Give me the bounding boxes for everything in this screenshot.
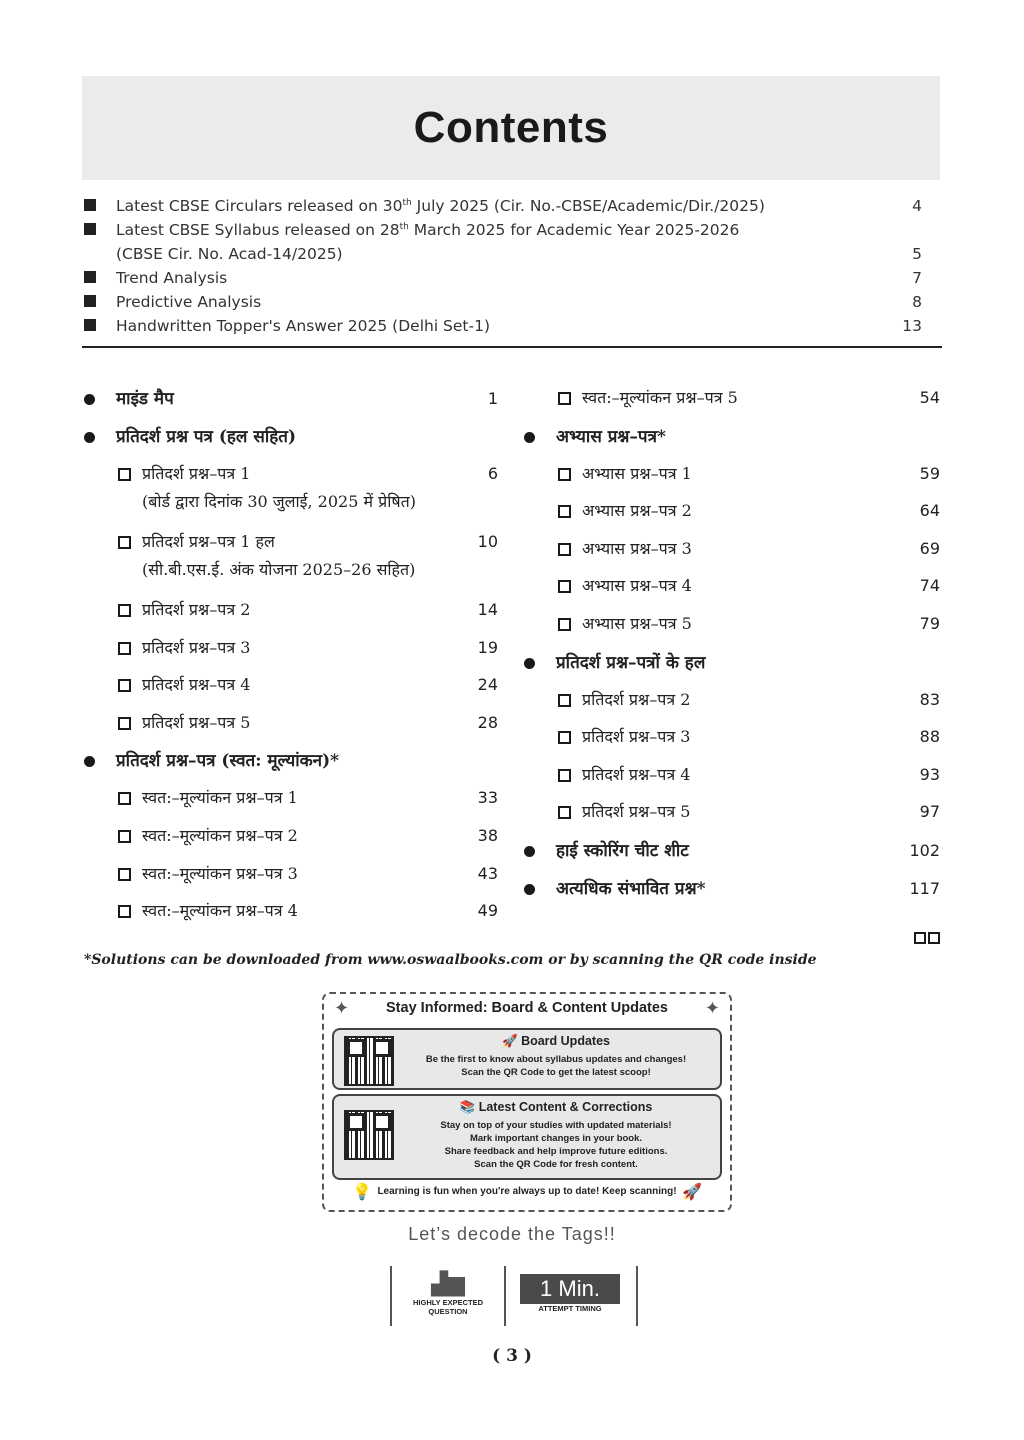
page-number: 28 [477, 712, 498, 732]
page-number: 79 [919, 613, 940, 633]
section-heading[interactable] [524, 422, 940, 460]
bullet-icon [524, 846, 535, 857]
entry-title: प्रतिदर्श प्रश्न–पत्र 3 [582, 727, 691, 747]
checkbox-icon [118, 679, 131, 692]
section-heading[interactable] [524, 836, 940, 874]
page-number: 117 [909, 878, 940, 898]
section-heading[interactable] [524, 874, 940, 912]
content-updates-panel [332, 1094, 722, 1180]
page-number: 54 [919, 388, 940, 407]
entry-title: प्रतिदर्श प्रश्न–पत्र 3 [142, 637, 251, 657]
list-item[interactable] [84, 634, 498, 672]
list-item[interactable] [84, 822, 498, 860]
entry-title: प्रतिदर्श प्रश्न पत्र (हल सहित) [116, 427, 297, 447]
page-number-footer: ( 3 ) [492, 1346, 532, 1366]
updates-card-title: Stay Informed: Board & Content Updates [386, 1000, 668, 1016]
content-updates-line: Mark important changes in your book. [469, 1133, 643, 1144]
page-number: 102 [909, 840, 940, 860]
entry-title: प्रतिदर्श प्रश्न–पत्र 1 हल [142, 532, 275, 551]
checkbox-icon [118, 536, 131, 549]
checkbox-icon [558, 580, 571, 593]
entry-title: प्रतिदर्श प्रश्न–पत्रों के हल [556, 652, 706, 673]
entry-title: स्वत:–मूल्यांकन प्रश्न–पत्र 2 [142, 825, 298, 845]
list-item[interactable] [84, 528, 498, 596]
page-number: 13 [902, 317, 922, 335]
divider [636, 1266, 638, 1326]
top-contents-list [82, 194, 940, 338]
content-updates-line: Scan the QR Code for fresh content. [474, 1159, 638, 1170]
page-number: 14 [477, 600, 498, 619]
list-item[interactable] [84, 897, 498, 935]
lightbulb-icon: 💡 [352, 1182, 372, 1201]
board-updates-heading: 🚀 Board Updates [502, 1034, 610, 1048]
page-number: 10 [477, 532, 498, 551]
entry-title: प्रतिदर्श प्रश्न–पत्र 2 [142, 600, 251, 619]
entry-title: प्रतिदर्श प्रश्न–पत्र 4 [142, 675, 251, 695]
entry-title: अभ्यास प्रश्न–पत्र* [556, 426, 666, 447]
checkbox-icon [558, 806, 571, 819]
tags-legend [390, 1266, 640, 1326]
checkbox-icon [558, 618, 571, 631]
page-number: 69 [919, 538, 940, 558]
list-item[interactable] [84, 596, 498, 634]
square-bullet-icon [84, 295, 96, 307]
entry-subtitle: (सी.बी.एस.ई. अंक योजना 2025–26 सहित) [142, 560, 416, 579]
divider [390, 1266, 392, 1326]
footnote: *Solutions can be downloaded from www.oswaalbooks.com or by scanning the QR code inside [84, 952, 817, 968]
entry-title: प्रतिदर्श प्रश्न–पत्र (स्वत: मूल्यांकन)* [116, 751, 340, 772]
list-item[interactable] [84, 460, 498, 528]
page-number: 8 [912, 293, 922, 311]
divider [504, 1266, 506, 1326]
checkbox-icon [558, 392, 571, 405]
checkbox-icon [558, 731, 571, 744]
list-item[interactable] [84, 784, 498, 822]
list-item[interactable]: Latest CBSE Circulars released on 30th July 2025 (Cir. No.-CBSE/Academic/Dir./2025) 4 [82, 194, 940, 218]
checkbox-icon [558, 468, 571, 481]
entry-title: प्रतिदर्श प्रश्न–पत्र 5 [142, 712, 251, 732]
section-heading[interactable] [84, 746, 498, 784]
checkbox-icon [118, 604, 131, 617]
page-number: 5 [912, 245, 922, 263]
list-item[interactable] [84, 671, 498, 709]
entry-title: अभ्यास प्रश्न–पत्र 4 [582, 576, 692, 596]
list-item[interactable]: Predictive Analysis 8 [82, 290, 940, 314]
entry-title: स्वत:–मूल्यांकन प्रश्न–पत्र 3 [142, 863, 298, 883]
page-number: 88 [919, 727, 940, 747]
section-heading[interactable] [84, 384, 498, 422]
list-item[interactable]: Trend Analysis 7 [82, 266, 940, 290]
list-item[interactable] [524, 572, 940, 610]
page-number: 49 [477, 901, 498, 921]
right-contents-column [524, 384, 940, 912]
qr-code[interactable] [344, 1110, 394, 1160]
page-number: 19 [477, 637, 498, 657]
entry-title: प्रतिदर्श प्रश्न–पत्र 5 [582, 802, 691, 822]
bar-chart-icon: ▟▆ [431, 1272, 465, 1297]
checkbox-icon [558, 694, 571, 707]
checkbox-icon [118, 905, 131, 918]
list-item[interactable] [84, 860, 498, 898]
checkbox-icon [118, 792, 131, 805]
square-bullet-icon [84, 271, 96, 283]
page-number: 64 [919, 501, 940, 521]
entry-title: प्रतिदर्श प्रश्न–पत्र 4 [582, 764, 691, 784]
page-title: Contents [413, 103, 609, 152]
rocket-icon: 🚀 [682, 1182, 702, 1201]
checkbox-icon [118, 868, 131, 881]
page-number: 43 [477, 863, 498, 883]
bullet-icon [524, 432, 535, 443]
contents-title-band [82, 76, 940, 180]
updates-card [322, 992, 732, 1212]
checkbox-icon [118, 642, 131, 655]
checkbox-icon [558, 505, 571, 518]
list-item[interactable] [524, 460, 940, 498]
bullet-icon [84, 432, 95, 443]
updates-card-footer: Learning is fun when you're always up to date! Keep scanning! [377, 1186, 677, 1197]
page-number: 7 [912, 269, 922, 287]
list-item[interactable]: Handwritten Topper's Answer 2025 (Delhi Set-1) 13 [82, 314, 940, 338]
bullet-icon [524, 658, 535, 669]
square-bullet-icon [84, 199, 96, 211]
entry-title: अभ्यास प्रश्न–पत्र 3 [582, 538, 692, 558]
section-heading[interactable] [524, 648, 940, 686]
list-item[interactable] [524, 535, 940, 573]
page-number: 6 [487, 464, 498, 483]
board-updates-line: Scan the QR Code to get the latest scoop! [461, 1067, 651, 1078]
qr-code[interactable] [344, 1036, 394, 1086]
page-number: 93 [919, 764, 940, 784]
page-number: 97 [919, 802, 940, 822]
entry-title: हाई स्कोरिंग चीट शीट [556, 840, 689, 861]
party-popper-icon: ✦ [334, 998, 350, 1019]
highly-expected-tag: ▟▆ HIGHLY EXPECTED QUESTION [400, 1272, 496, 1316]
entry-title: प्रतिदर्श प्रश्न–पत्र 2 [582, 689, 691, 709]
list-item[interactable] [524, 723, 940, 761]
left-contents-column [84, 384, 498, 935]
list-item[interactable] [84, 709, 498, 747]
checkbox-icon [118, 830, 131, 843]
page-number: 59 [919, 463, 940, 483]
entry-title: स्वत:–मूल्यांकन प्रश्न–पत्र 1 [142, 788, 298, 808]
entry-title: अत्यधिक संभावित प्रश्न* [556, 878, 706, 899]
list-item[interactable] [524, 497, 940, 535]
attempt-timing-tag: 1 Min. ATTEMPT TIMING [520, 1274, 620, 1313]
entry-subtitle: (बोर्ड द्वारा दिनांक 30 जुलाई, 2025 में प्रेषित) [142, 492, 416, 511]
board-updates-panel [332, 1028, 722, 1090]
bullet-icon [84, 394, 95, 405]
content-updates-line: Share feedback and help improve future editions. [444, 1146, 668, 1157]
end-mark-icon [912, 929, 940, 948]
content-updates-heading: 📚 Latest Content & Corrections [459, 1100, 653, 1114]
square-bullet-icon [84, 319, 96, 331]
page-number: 38 [477, 825, 498, 845]
list-item[interactable] [524, 798, 940, 836]
list-item[interactable]: Latest CBSE Syllabus released on 28th March 2025 for Academic Year 2025-2026 (CBSE Cir. No. Acad-14/2025) 5 [82, 218, 940, 266]
checkbox-icon [558, 769, 571, 782]
entry-title: प्रतिदर्श प्रश्न–पत्र 1 [142, 464, 251, 483]
page-number: 83 [919, 689, 940, 709]
checkbox-icon [118, 717, 131, 730]
entry-title: स्वत:–मूल्यांकन प्रश्न–पत्र 5 [582, 388, 738, 407]
list-item[interactable] [524, 761, 940, 799]
page-number: 4 [912, 197, 922, 215]
list-item[interactable] [524, 686, 940, 724]
list-item[interactable] [524, 610, 940, 648]
page-number: 1 [487, 389, 498, 408]
entry-title: माइंड मैप [116, 389, 174, 409]
bullet-icon [84, 756, 95, 767]
checkbox-icon [118, 468, 131, 481]
page-number: 33 [477, 788, 498, 808]
page-number: 24 [477, 675, 498, 695]
bullet-icon [524, 884, 535, 895]
checkbox-icon [558, 543, 571, 556]
page-number: 74 [919, 576, 940, 596]
content-updates-line: Stay on top of your studies with updated materials! [440, 1120, 672, 1131]
board-updates-line: Be the first to know about syllabus updates and changes! [425, 1054, 687, 1065]
section-heading[interactable] [84, 422, 498, 460]
entry-title: अभ्यास प्रश्न–पत्र 1 [582, 463, 692, 483]
divider [82, 346, 942, 348]
square-bullet-icon [84, 223, 96, 235]
party-popper-icon: ✦ [704, 998, 720, 1019]
entry-title: अभ्यास प्रश्न–पत्र 5 [582, 613, 692, 633]
decode-tags-heading: Let’s decode the Tags!! [408, 1224, 616, 1244]
list-item[interactable] [524, 384, 940, 422]
entry-title: स्वत:–मूल्यांकन प्रश्न–पत्र 4 [142, 901, 298, 921]
entry-title: अभ्यास प्रश्न–पत्र 2 [582, 501, 692, 521]
